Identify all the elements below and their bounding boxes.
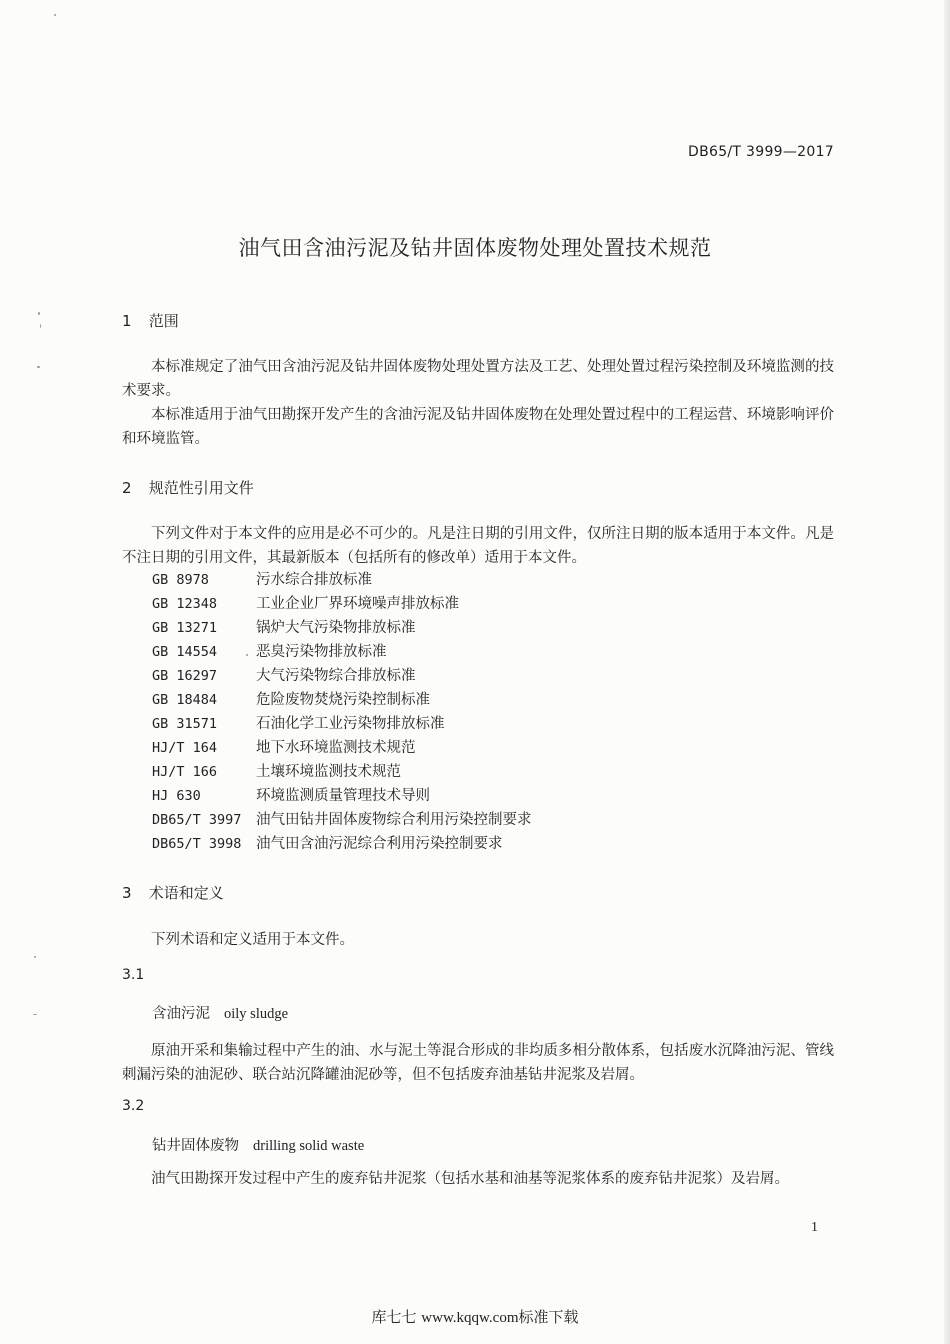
scan-speck bbox=[38, 312, 40, 315]
section-2-paragraph-1: 下列文件对于本文件的应用是必不可少的。凡是注日期的引用文件，仅所注日期的版本适用于本文件。凡是不注日期的引用文件，其最新版本（包括所有的修改单）适用于本文件。 bbox=[122, 526, 834, 566]
term-3-2-definition: 油气田勘探开发过程中产生的废弃钻井泥浆（包括水基和油基等泥浆体系的废弃钻井泥浆）及岩屑。 bbox=[151, 1171, 789, 1187]
reference-item bbox=[152, 616, 532, 640]
reference-item bbox=[152, 688, 532, 712]
term-chinese: 钻井固体废物 bbox=[152, 1138, 239, 1154]
document-code: DB65/T 3999—2017 bbox=[688, 144, 834, 160]
term-english: oily sludge bbox=[224, 1006, 289, 1022]
reference-item bbox=[152, 640, 532, 664]
reference-item bbox=[152, 760, 532, 784]
reference-name: 危险废物焚烧污染控制标准 bbox=[256, 692, 430, 708]
term-chinese: 含油污泥 bbox=[152, 1006, 210, 1022]
section-title: 术语和定义 bbox=[148, 884, 224, 902]
footer-watermark bbox=[0, 1306, 950, 1327]
reference-item bbox=[152, 712, 532, 736]
footer-site-name: 库七七 bbox=[371, 1308, 417, 1326]
term-3-1-heading bbox=[152, 1002, 288, 1023]
scan-speck bbox=[40, 324, 41, 328]
reference-name: 油气田钻井固体废物综合利用污染控制要求 bbox=[256, 812, 532, 828]
reference-name: 环境监测质量管理技术导则 bbox=[256, 788, 430, 804]
reference-code: HJ 630 bbox=[152, 788, 201, 804]
reference-code: GB 18484 bbox=[152, 692, 218, 708]
reference-code: GB 16297 bbox=[152, 668, 218, 684]
reference-item bbox=[152, 736, 532, 760]
section-number: 2 bbox=[122, 479, 132, 497]
reference-name: 大气污染物综合排放标准 bbox=[256, 668, 416, 684]
reference-item bbox=[152, 808, 532, 832]
reference-code: GB 14554 bbox=[152, 644, 218, 660]
reference-item bbox=[152, 592, 532, 616]
reference-code: GB 12348 bbox=[152, 596, 218, 612]
normative-reference-list bbox=[152, 568, 532, 856]
term-3-1-definition: 原油开采和集输过程中产生的油、水与泥土等混合形成的非均质多相分散体系，包括废水沉降油污泥、管线刺漏污染的油泥砂、联合站沉降罐油泥砂等，但不包括废弃油基钻井泥浆及岩屑。 bbox=[122, 1043, 834, 1083]
reference-item bbox=[152, 832, 532, 856]
section-title: 范围 bbox=[148, 312, 179, 330]
reference-code: GB 31571 bbox=[152, 716, 218, 732]
reference-code: HJ/T 166 bbox=[152, 764, 218, 780]
document-title: 油气田含油污泥及钻井固体废物处理处置技术规范 bbox=[238, 236, 712, 260]
footer-url: www.kqqw.com bbox=[421, 1310, 519, 1326]
reference-code: GB 8978 bbox=[152, 572, 209, 588]
section-number: 3 bbox=[122, 884, 132, 902]
page-edge bbox=[944, 0, 950, 1344]
reference-name: 土壤环境监测技术规范 bbox=[256, 764, 401, 780]
scan-speck bbox=[54, 14, 56, 16]
reference-item bbox=[152, 664, 532, 688]
reference-name: 地下水环境监测技术规范 bbox=[256, 740, 416, 756]
page-number: 1 bbox=[811, 1220, 818, 1235]
reference-name: 恶臭污染物排放标准 bbox=[256, 644, 387, 660]
section-1-heading bbox=[122, 310, 179, 331]
term-3-2-heading bbox=[152, 1134, 364, 1155]
scan-speck bbox=[37, 366, 40, 368]
reference-name: 锅炉大气污染物排放标准 bbox=[256, 620, 416, 636]
reference-code: DB65/T 3998 bbox=[152, 836, 242, 852]
section-1-paragraph-1: 本标准规定了油气田含油污泥及钻井固体废物处理处置方法及工艺、处理处置过程污染控制及环境监测的技术要求。 bbox=[122, 359, 834, 399]
reference-item bbox=[152, 784, 532, 808]
reference-name: 工业企业厂界环境噪声排放标准 bbox=[256, 596, 459, 612]
section-2-heading bbox=[122, 477, 254, 498]
reference-item bbox=[152, 568, 532, 592]
reference-name: 污水综合排放标准 bbox=[256, 572, 372, 588]
reference-name: 油气田含油污泥综合利用污染控制要求 bbox=[256, 836, 503, 852]
reference-name: 石油化学工业污染物排放标准 bbox=[256, 716, 445, 732]
scan-speck bbox=[33, 1014, 37, 1015]
section-3-heading bbox=[122, 882, 224, 903]
reference-code: GB 13271 bbox=[152, 620, 218, 636]
footer-tail: 标准下载 bbox=[518, 1308, 579, 1326]
section-3-paragraph-1: 下列术语和定义适用于本文件。 bbox=[151, 932, 354, 948]
scan-speck bbox=[34, 956, 36, 958]
term-3-1-number: 3.1 bbox=[122, 967, 145, 983]
reference-code: DB65/T 3997 bbox=[152, 812, 242, 828]
section-title: 规范性引用文件 bbox=[148, 479, 254, 497]
section-1-paragraph-2: 本标准适用于油气田勘探开发产生的含油污泥及钻井固体废物在处理处置过程中的工程运营、环境影响评价和环境监管。 bbox=[122, 407, 834, 447]
section-number: 1 bbox=[122, 312, 132, 330]
reference-code: HJ/T 164 bbox=[152, 740, 218, 756]
term-3-2-number: 3.2 bbox=[122, 1098, 145, 1114]
term-english: drilling solid waste bbox=[253, 1138, 365, 1154]
